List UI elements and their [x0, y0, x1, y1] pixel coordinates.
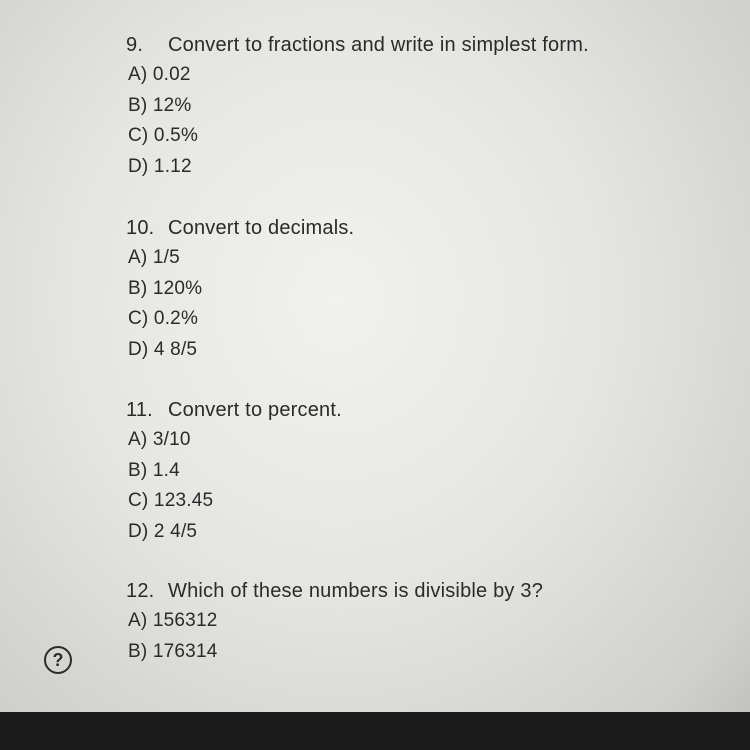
- choice-b: B) 120%: [128, 277, 203, 299]
- question-prompt: Convert to decimals.: [168, 217, 355, 239]
- question-title: [126, 576, 543, 606]
- cutoff-next-question: [128, 700, 588, 712]
- question-prompt: Convert to fractions and write in simplest form.: [168, 34, 589, 56]
- bottom-dark-bar: [0, 712, 750, 750]
- question-title: [126, 395, 342, 425]
- choice-b: B) 176314: [128, 640, 218, 662]
- question-prompt: Which of these numbers is divisible by 3?: [168, 580, 544, 602]
- question-12: [126, 576, 543, 667]
- question-number: 12.: [126, 580, 155, 602]
- question-11: [126, 395, 342, 547]
- question-10: [126, 213, 354, 365]
- choice-d: D) 4 8/5: [128, 338, 198, 360]
- choice-d: D) 2 4/5: [128, 520, 198, 542]
- question-number: 9.: [126, 34, 144, 56]
- choice-c: C) 123.45: [128, 490, 214, 511]
- choice-c: C) 0.5%: [128, 125, 199, 146]
- question-prompt: Convert to percent.: [168, 399, 342, 421]
- choice-a: A) 1/5: [128, 247, 180, 268]
- choice-b: B) 1.4: [128, 459, 180, 481]
- choice-a: A) 0.02: [128, 64, 191, 85]
- question-title: [126, 30, 589, 60]
- choice-a: A) 156312: [128, 610, 218, 631]
- choice-b: B) 12%: [128, 94, 192, 116]
- question-circle-icon[interactable]: ?: [44, 646, 72, 674]
- choice-a: A) 3/10: [128, 429, 191, 450]
- question-title: [126, 213, 354, 243]
- question-number: 11.: [126, 399, 153, 421]
- question-number: 10.: [126, 217, 155, 239]
- question-9: [126, 30, 589, 182]
- choice-d: D) 1.12: [128, 155, 192, 177]
- choice-c: C) 0.2%: [128, 308, 199, 329]
